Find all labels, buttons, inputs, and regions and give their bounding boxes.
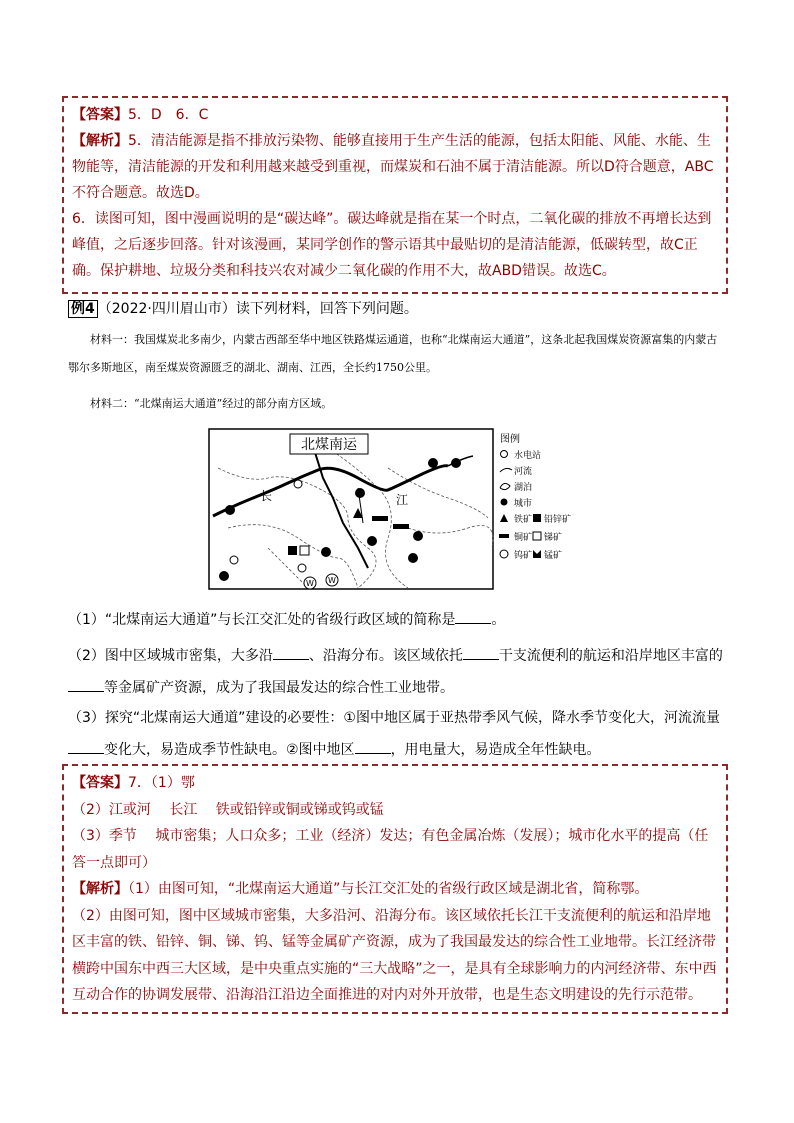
copper-ore-icon (499, 534, 509, 538)
iron-ore-icon (500, 514, 508, 522)
city-marker (321, 547, 331, 557)
lake-icon (500, 483, 510, 489)
q3-blank-1[interactable] (68, 739, 104, 754)
char-jiang: 江 (396, 493, 409, 507)
manganese-ore-icon (533, 550, 541, 558)
ans-3: （3）季节 城市密集；人口众多；工业（经济）发达；有色金属冶炼（发展）；城市化水平的提高（任答一点即可） (72, 828, 709, 871)
q1-text-b: 。 (491, 612, 506, 628)
an-1: （1）由图可知，“北煤南运大通道”与长江交汇处的省级行政区域是湖北省，简称鄂。 (128, 881, 649, 897)
material-2: 材料二：“北煤南运大通道”经过的部分南方区域。 (90, 397, 333, 410)
city-marker (225, 505, 235, 515)
legend-title: 图例 (500, 434, 520, 445)
example-source: （2022·四川眉山市）读下列材料，回答下列问题。 (97, 301, 418, 317)
analysis-line-2 (72, 876, 718, 903)
question-3 (68, 702, 728, 766)
q2-text-d: 等金属矿产资源，成为了我国最发达的综合性工业地带。 (104, 680, 454, 696)
legend-label: 城市 (514, 499, 533, 509)
q2-text-c: 干支流便利的航运和沿岸地区丰富的 (498, 648, 723, 664)
example-header (68, 294, 728, 324)
legend-label: 河流 (514, 467, 533, 477)
q2-blank-1[interactable] (273, 645, 309, 660)
city-marker (355, 488, 365, 498)
answer-tag: 【答案】 (72, 775, 128, 791)
city-marker (428, 458, 438, 468)
an-2: （2）由图可知，图中区域城市密集，大多沿河、沿海分布。该区域依托长江干支流便利的航运和沿岸地区丰富的铁、铅锌、铜、锑、钨、锰等金属矿产资源，成为了我国最发达的综合性工业地带。长江经济带横跨中国东中西三大区域，是中央重点实施的“三大战略”之一，是具有全球影响力的内河经济带、东中西互动合作的协调发展带、沿海沿江沿边全面推进的对内对外开放带，也是生态文明建设的先行示范带。 (72, 907, 717, 1003)
tungsten-letter: W (306, 579, 314, 588)
lead-zinc-ore-icon (533, 514, 541, 522)
title-label: 北煤南运 (301, 437, 357, 453)
hydro-station-icon (501, 451, 508, 458)
question-2 (68, 640, 728, 704)
char-chang: 长 (260, 489, 273, 503)
legend-label: 铅锌矿 (544, 515, 572, 525)
q2-text-a: （2）图中区域城市密集，大多沿 (68, 648, 273, 664)
answer-box-2 (62, 764, 728, 1014)
analysis-tag: 【解析】 (72, 133, 128, 149)
answer-line (72, 102, 718, 128)
legend-label: 锑矿 (544, 533, 563, 543)
analysis-p2: 6．读图可知，图中漫画说明的是“碳达峰”。碳达峰就是指在某一个时点，二氧化碳的排放不再增长达到峰值，之后逐步回落。针对该漫画，某同学创作的警示语其中最贴切的是清洁能源，低碳转型，故C正确。保护耕地、垃圾分类和科技兴农对减少二氧化碳的作用不大，故ABD错误。故选C。 (72, 211, 712, 279)
q3-text-a: （3）探究“北煤南运大通道”建设的必要性：①图中地区属于亚热带季风气候，降水季节变化大，河流流量 (68, 710, 720, 726)
q3-blank-2[interactable] (355, 739, 391, 754)
city-marker (367, 536, 377, 546)
answer-line-2 (72, 770, 718, 797)
material-1: 材料一：我国煤炭北多南少，内蒙古西部至华中地区铁路煤运通道，也称“北煤南运大通道”，这条北起我国煤炭资源富集的内蒙古鄂尔多斯地区，南至煤炭资源匮乏的湖北、湖南、江西，全长约1750公里。 (68, 333, 718, 374)
ans-2: （2）江或河 长江 铁或铅锌或铜或锑或钨或锰 (72, 801, 384, 818)
antimony-ore-icon (533, 532, 541, 540)
q2-blank-2[interactable] (463, 645, 499, 660)
analysis-tag: 【解析】 (72, 881, 128, 897)
copper-ore-icon (393, 524, 409, 529)
analysis-p1: 5．清洁能源是指不排放污染物、能够直接用于生产生活的能源，包括太阳能、风能、水能、生物能等，清洁能源的开发和利用越来越受到重视，而煤炭和石油不属于清洁能源。所以D符合题意，ABC不符合题意。故选D。 (72, 133, 714, 201)
example-tag: 例4 (68, 300, 98, 318)
river-icon (500, 468, 512, 472)
answer-text: 5．D 6．C (128, 107, 209, 123)
answer-box-1 (62, 96, 728, 294)
legend-label: 铁矿 (514, 515, 533, 525)
antimony-ore-icon (300, 546, 309, 555)
legend-label: 水电站 (514, 451, 542, 461)
city-marker (408, 553, 418, 563)
city-marker (413, 531, 423, 541)
q1-text-a: （1）“北煤南运大通道”与长江交汇处的省级行政区域的简称是 (68, 612, 456, 628)
city-marker (219, 571, 229, 581)
question-1 (68, 605, 728, 635)
analysis-p1-line (72, 128, 718, 206)
legend-label: 铜矿 (514, 533, 533, 543)
ans-1: 7．（1）鄂 (128, 775, 195, 791)
legend (499, 432, 571, 561)
tungsten-ore-icon (500, 550, 508, 558)
q2-text-b: 、沿海分布。该区域依托 (308, 648, 463, 664)
lead-zinc-ore-icon (288, 546, 297, 555)
q3-text-b: 变化大，易造成季节性缺电。②图中地区 (104, 742, 355, 758)
q3-text-c: ，用电量大，易造成全年性缺电。 (390, 742, 601, 758)
legend-label: 钨矿 (514, 551, 533, 561)
city-icon (501, 499, 508, 506)
answer-tag: 【答案】 (72, 107, 128, 123)
q2-blank-3[interactable] (68, 677, 104, 692)
city-marker (451, 458, 461, 468)
legend-label: 湖泊 (514, 483, 533, 493)
tungsten-letter: W (328, 576, 336, 585)
copper-ore-icon (372, 516, 388, 521)
legend-label: 锰矿 (544, 551, 563, 561)
route-map (208, 428, 592, 590)
q1-blank[interactable] (455, 609, 491, 624)
